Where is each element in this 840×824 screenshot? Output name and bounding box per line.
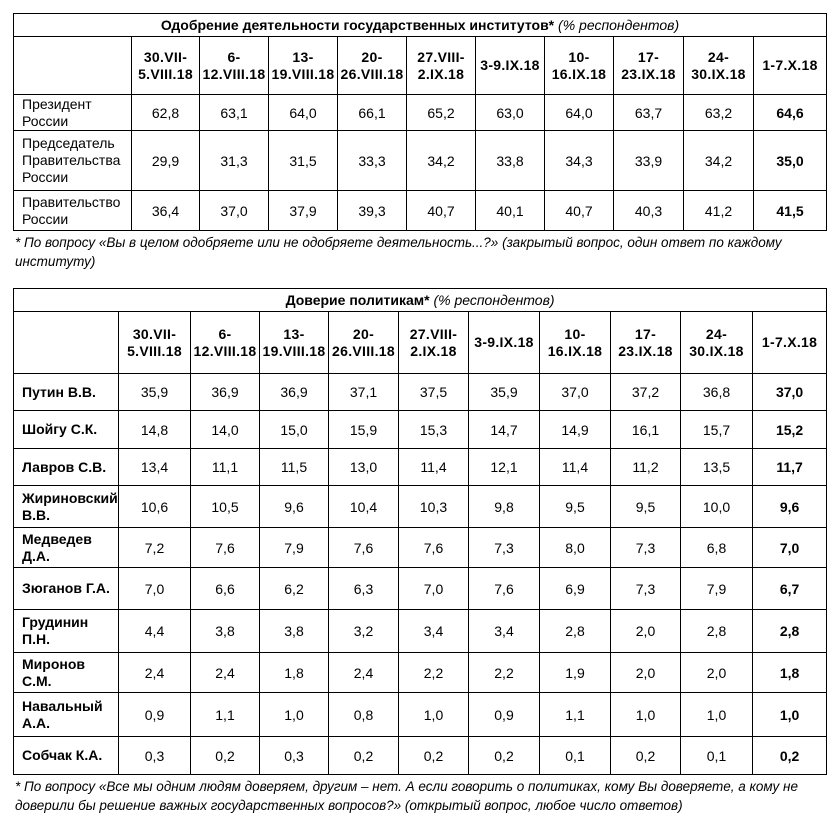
table-cell: 9,6	[753, 486, 827, 528]
table-cell: 3,8	[260, 610, 329, 653]
approval-table-title	[14, 14, 827, 37]
table-cell: 2,0	[611, 610, 681, 653]
trust-header-row	[14, 312, 827, 374]
table-cell: 2,4	[329, 653, 399, 693]
table-cell: 37,0	[540, 374, 611, 411]
table-row	[14, 95, 827, 131]
table-cell: 2,2	[469, 653, 540, 693]
row-label: Лавров С.В.	[14, 449, 119, 486]
table-cell: 2,8	[753, 610, 827, 653]
table-cell: 11,5	[260, 449, 329, 486]
column-header: 24-30.IX.18	[681, 312, 753, 374]
corner-cell	[14, 312, 119, 374]
table-cell: 3,2	[329, 610, 399, 653]
table-cell: 35,9	[469, 374, 540, 411]
table-cell: 8,0	[540, 528, 611, 568]
trust-title-unit: (% респондентов)	[433, 292, 555, 308]
table-cell: 33,3	[338, 131, 407, 191]
table-cell: 3,4	[469, 610, 540, 653]
column-header: 13-19.VIII.18	[269, 37, 338, 95]
trust-block	[13, 288, 826, 815]
table-cell: 11,1	[191, 449, 260, 486]
table-cell: 15,3	[399, 411, 469, 449]
table-cell: 63,7	[614, 95, 684, 131]
table-cell: 7,6	[329, 528, 399, 568]
table-cell: 0,2	[329, 737, 399, 775]
table-cell: 16,1	[611, 411, 681, 449]
table-cell: 1,8	[753, 653, 827, 693]
table-cell: 14,7	[469, 411, 540, 449]
table-cell: 3,4	[399, 610, 469, 653]
table-cell: 40,3	[614, 191, 684, 231]
table-cell: 40,1	[476, 191, 545, 231]
table-row	[14, 449, 827, 486]
table-cell: 2,0	[681, 653, 753, 693]
table-cell: 31,3	[200, 131, 269, 191]
table-cell: 3,8	[191, 610, 260, 653]
table-cell: 10,5	[191, 486, 260, 528]
table-cell: 2,4	[191, 653, 260, 693]
table-cell: 0,1	[540, 737, 611, 775]
column-header: 6-12.VIII.18	[200, 37, 269, 95]
table-cell: 11,4	[540, 449, 611, 486]
table-cell: 2,2	[399, 653, 469, 693]
column-header: 13-19.VIII.18	[260, 312, 329, 374]
table-cell: 37,0	[200, 191, 269, 231]
table-cell: 12,1	[469, 449, 540, 486]
column-header: 20-26.VIII.18	[329, 312, 399, 374]
table-cell: 9,6	[260, 486, 329, 528]
table-cell: 6,7	[753, 568, 827, 610]
table-cell: 7,9	[260, 528, 329, 568]
table-cell: 14,9	[540, 411, 611, 449]
table-row	[14, 528, 827, 568]
table-cell: 39,3	[338, 191, 407, 231]
table-cell: 10,6	[119, 486, 191, 528]
table-cell: 7,3	[611, 528, 681, 568]
table-cell: 0,2	[611, 737, 681, 775]
table-cell: 35,9	[119, 374, 191, 411]
table-cell: 63,0	[476, 95, 545, 131]
table-row	[14, 411, 827, 449]
table-cell: 13,4	[119, 449, 191, 486]
table-cell: 0,1	[681, 737, 753, 775]
table-cell: 65,2	[407, 95, 476, 131]
column-header: 3-9.IX.18	[469, 312, 540, 374]
table-cell: 9,5	[540, 486, 611, 528]
table-row	[14, 737, 827, 775]
table-row	[14, 131, 827, 191]
column-header: 17-23.IX.18	[614, 37, 684, 95]
table-cell: 6,2	[260, 568, 329, 610]
column-header: 27.VIII-2.IX.18	[399, 312, 469, 374]
row-label: Шойгу С.К.	[14, 411, 119, 449]
table-cell: 10,4	[329, 486, 399, 528]
table-cell: 10,3	[399, 486, 469, 528]
table-cell: 7,6	[469, 568, 540, 610]
table-cell: 34,2	[407, 131, 476, 191]
table-cell: 4,4	[119, 610, 191, 653]
row-label: Зюганов Г.А.	[14, 568, 119, 610]
table-cell: 0,2	[469, 737, 540, 775]
table-cell: 0,3	[260, 737, 329, 775]
table-cell: 11,7	[753, 449, 827, 486]
column-header: 1-7.X.18	[753, 312, 827, 374]
row-label: Навальный А.А.	[14, 693, 119, 737]
approval-title-unit: (% респондентов)	[558, 17, 680, 33]
table-cell: 0,9	[119, 693, 191, 737]
trust-table	[13, 288, 827, 775]
column-header: 10-16.IX.18	[545, 37, 614, 95]
table-cell: 2,0	[611, 653, 681, 693]
table-cell: 29,9	[132, 131, 200, 191]
table-cell: 36,9	[260, 374, 329, 411]
row-label: Правительство России	[14, 191, 132, 231]
column-header: 17-23.IX.18	[611, 312, 681, 374]
table-cell: 0,2	[191, 737, 260, 775]
table-cell: 15,7	[681, 411, 753, 449]
table-row	[14, 653, 827, 693]
table-cell: 9,8	[469, 486, 540, 528]
row-label: Президент России	[14, 95, 132, 131]
table-cell: 1,0	[753, 693, 827, 737]
table-cell: 1,0	[260, 693, 329, 737]
table-cell: 35,0	[754, 131, 827, 191]
table-cell: 37,5	[399, 374, 469, 411]
column-header: 30.VII-5.VIII.18	[132, 37, 200, 95]
table-cell: 36,4	[132, 191, 200, 231]
table-cell: 6,8	[681, 528, 753, 568]
table-cell: 1,0	[681, 693, 753, 737]
table-cell: 64,0	[545, 95, 614, 131]
trust-title-main: Доверие политикам*	[285, 292, 430, 308]
table-cell: 7,3	[469, 528, 540, 568]
table-cell: 9,5	[611, 486, 681, 528]
table-cell: 33,8	[476, 131, 545, 191]
corner-cell	[14, 37, 132, 95]
table-cell: 34,3	[545, 131, 614, 191]
table-cell: 34,2	[684, 131, 754, 191]
table-cell: 11,4	[399, 449, 469, 486]
table-cell: 37,0	[753, 374, 827, 411]
table-cell: 64,0	[269, 95, 338, 131]
table-cell: 1,0	[611, 693, 681, 737]
table-cell: 40,7	[407, 191, 476, 231]
table-cell: 41,2	[684, 191, 754, 231]
table-cell: 62,8	[132, 95, 200, 131]
table-cell: 15,0	[260, 411, 329, 449]
table-cell: 0,2	[753, 737, 827, 775]
table-cell: 66,1	[338, 95, 407, 131]
table-cell: 1,1	[540, 693, 611, 737]
table-cell: 36,9	[191, 374, 260, 411]
trust-footnote: * По вопросу «Все мы одним людям доверяем, другим – нет. А если говорить о политиках, кому Вы доверяете, а кому не доверили бы решение важных государственных вопросов?» (открытый вопрос, любое число ответов)	[15, 779, 798, 813]
row-label: Председатель Правительства России	[14, 131, 132, 191]
table-row	[14, 374, 827, 411]
table-cell: 7,0	[753, 528, 827, 568]
row-label: Миронов С.М.	[14, 653, 119, 693]
approval-table	[13, 13, 827, 231]
table-cell: 13,5	[681, 449, 753, 486]
table-cell: 13,0	[329, 449, 399, 486]
table-cell: 7,0	[119, 568, 191, 610]
table-cell: 15,2	[753, 411, 827, 449]
table-cell: 7,3	[611, 568, 681, 610]
table-cell: 7,9	[681, 568, 753, 610]
table-row	[14, 693, 827, 737]
approval-footnote: * По вопросу «Вы в целом одобряете или не одобряете деятельность...?» (закрытый вопрос, один ответ по каждому институту)	[15, 235, 782, 269]
table-cell: 0,9	[469, 693, 540, 737]
table-cell: 15,9	[329, 411, 399, 449]
row-label: Жириновский В.В.	[14, 486, 119, 528]
column-header: 24-30.IX.18	[684, 37, 754, 95]
table-cell: 1,1	[191, 693, 260, 737]
table-cell: 11,2	[611, 449, 681, 486]
table-cell: 64,6	[754, 95, 827, 131]
table-cell: 63,1	[200, 95, 269, 131]
table-row	[14, 568, 827, 610]
table-cell: 6,9	[540, 568, 611, 610]
table-cell: 63,2	[684, 95, 754, 131]
table-cell: 14,0	[191, 411, 260, 449]
table-cell: 14,8	[119, 411, 191, 449]
trust-table-title	[14, 289, 827, 312]
column-header: 3-9.IX.18	[476, 37, 545, 95]
row-label: Собчак К.А.	[14, 737, 119, 775]
table-cell: 2,8	[540, 610, 611, 653]
column-header: 1-7.X.18	[754, 37, 827, 95]
table-cell: 37,9	[269, 191, 338, 231]
table-cell: 1,9	[540, 653, 611, 693]
table-cell: 7,6	[191, 528, 260, 568]
table-row	[14, 486, 827, 528]
table-row	[14, 191, 827, 231]
table-row	[14, 610, 827, 653]
table-cell: 0,3	[119, 737, 191, 775]
column-header: 10-16.IX.18	[540, 312, 611, 374]
table-cell: 2,4	[119, 653, 191, 693]
table-cell: 31,5	[269, 131, 338, 191]
table-cell: 6,6	[191, 568, 260, 610]
column-header: 20-26.VIII.18	[338, 37, 407, 95]
table-cell: 36,8	[681, 374, 753, 411]
table-cell: 40,7	[545, 191, 614, 231]
table-cell: 0,2	[399, 737, 469, 775]
table-cell: 7,2	[119, 528, 191, 568]
table-cell: 2,8	[681, 610, 753, 653]
table-cell: 0,8	[329, 693, 399, 737]
table-cell: 37,1	[329, 374, 399, 411]
table-cell: 37,2	[611, 374, 681, 411]
approval-title-main: Одобрение деятельности государственных институтов*	[160, 17, 555, 33]
table-cell: 1,8	[260, 653, 329, 693]
column-header: 6-12.VIII.18	[191, 312, 260, 374]
table-cell: 10,0	[681, 486, 753, 528]
row-label: Путин В.В.	[14, 374, 119, 411]
table-cell: 1,0	[399, 693, 469, 737]
row-label: Медведев Д.А.	[14, 528, 119, 568]
table-cell: 7,0	[399, 568, 469, 610]
row-label: Грудинин П.Н.	[14, 610, 119, 653]
table-cell: 33,9	[614, 131, 684, 191]
table-cell: 6,3	[329, 568, 399, 610]
column-header: 30.VII-5.VIII.18	[119, 312, 191, 374]
approval-header-row	[14, 37, 827, 95]
table-cell: 7,6	[399, 528, 469, 568]
approval-block	[13, 13, 826, 271]
table-cell: 41,5	[754, 191, 827, 231]
column-header: 27.VIII-2.IX.18	[407, 37, 476, 95]
